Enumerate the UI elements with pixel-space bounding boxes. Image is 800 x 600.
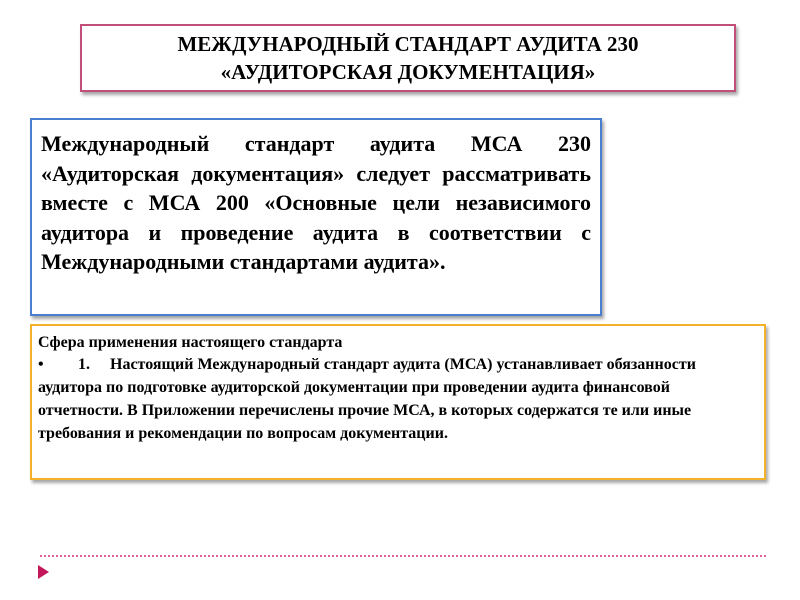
bullet-marker: • [38,356,44,373]
slide-title-box [80,24,736,92]
scope-paragraph [38,353,758,445]
item-number: 1. [78,356,90,373]
triangle-right-icon[interactable] [38,565,49,579]
scope-text-box [30,324,766,480]
intro-text-box [30,118,602,316]
scope-heading: Сфера применения настоящего стандарта [38,334,343,351]
footer-divider [40,555,766,557]
scope-item-text: Настоящий Международный стандарт аудита (МСА) устанавливает обязанности аудитора по подготовке аудиторской документации при проведении аудита финансовой отчетности. В Приложении перечислены прочие МСА, в которых содержатся те или иные требования и рекомендации по вопросам документации. [38,356,696,442]
slide-title-line-1: МЕЖДУНАРОДНЫЙ СТАНДАРТ АУДИТА 230 [177,32,639,56]
intro-paragraph: Международный стандарт аудита МСА 230 «Аудиторская документация» следует рассматривать вместе с МСА 200 «Основные цели независимого аудитора и проведение аудита в соответствии с Международными стандартами аудита». [41,131,591,274]
slide-title-line-2: «АУДИТОРСКАЯ ДОКУМЕНТАЦИЯ» [220,60,596,84]
